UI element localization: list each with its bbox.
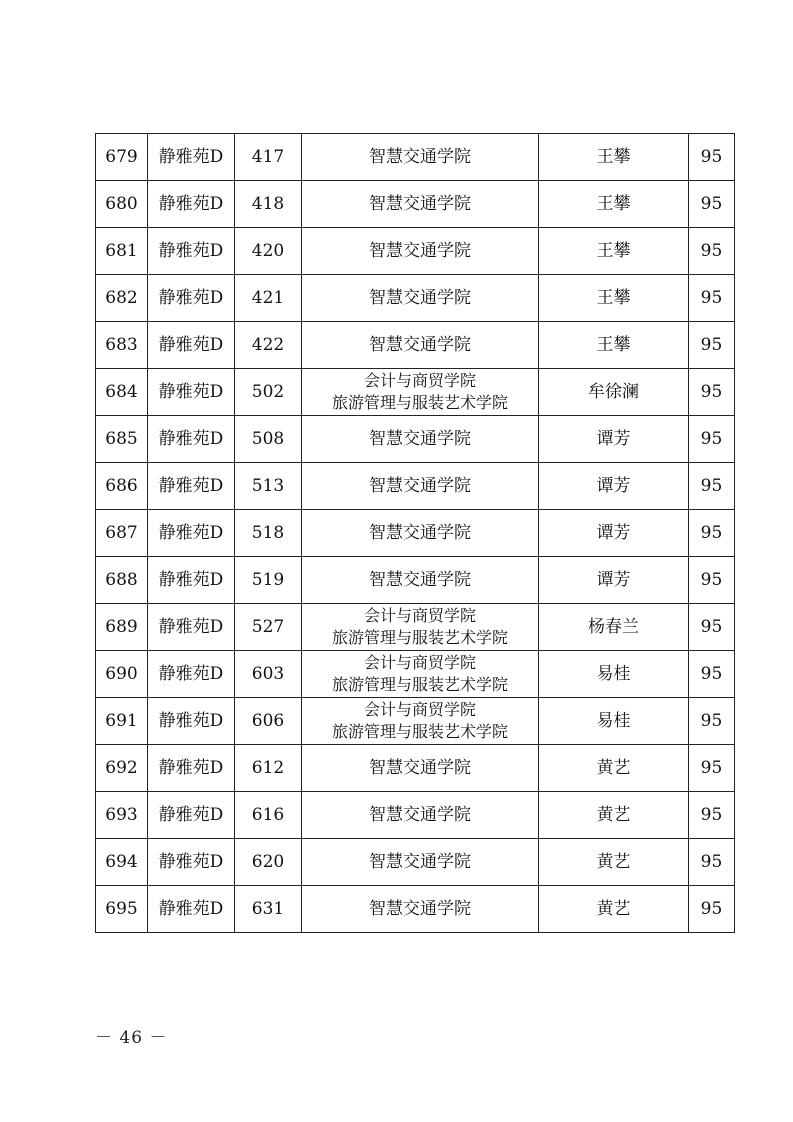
college-cell xyxy=(302,557,539,604)
room-number-cell: 420 xyxy=(235,228,302,275)
dorm-inspection-table xyxy=(95,133,735,933)
table-row xyxy=(96,181,735,228)
college-name: 旅游管理与服装艺术学院 xyxy=(331,628,508,647)
college-name: 会计与商贸学院 xyxy=(363,371,476,390)
score-cell: 95 xyxy=(689,886,735,933)
table-row xyxy=(96,416,735,463)
room-number-cell: 519 xyxy=(235,557,302,604)
building-cell: 静雅苑D xyxy=(148,369,235,416)
row-number-cell: 683 xyxy=(96,322,148,369)
college-name: 智慧交通学院 xyxy=(369,241,471,261)
building-cell: 静雅苑D xyxy=(148,275,235,322)
table-row xyxy=(96,745,735,792)
college-name: 智慧交通学院 xyxy=(369,570,471,590)
row-number-cell: 694 xyxy=(96,839,148,886)
building-cell: 静雅苑D xyxy=(148,651,235,698)
tutor-cell: 谭芳 xyxy=(539,510,689,557)
building-cell: 静雅苑D xyxy=(148,463,235,510)
table-row xyxy=(96,557,735,604)
building-cell: 静雅苑D xyxy=(148,745,235,792)
college-name: 会计与商贸学院 xyxy=(363,653,476,672)
score-cell: 95 xyxy=(689,322,735,369)
building-cell: 静雅苑D xyxy=(148,322,235,369)
college-cell xyxy=(302,369,539,416)
table-row xyxy=(96,698,735,745)
college-name: 智慧交通学院 xyxy=(369,852,471,872)
table-row xyxy=(96,886,735,933)
row-number-cell: 687 xyxy=(96,510,148,557)
college-cell xyxy=(302,792,539,839)
building-cell: 静雅苑D xyxy=(148,886,235,933)
college-name: 智慧交通学院 xyxy=(369,335,471,355)
room-number-cell: 616 xyxy=(235,792,302,839)
room-number-cell: 508 xyxy=(235,416,302,463)
row-number-cell: 679 xyxy=(96,134,148,181)
tutor-cell: 杨春兰 xyxy=(539,604,689,651)
college-name: 智慧交通学院 xyxy=(369,758,471,778)
tutor-cell: 黄艺 xyxy=(539,792,689,839)
college-name: 智慧交通学院 xyxy=(369,194,471,214)
college-cell xyxy=(302,839,539,886)
score-cell: 95 xyxy=(689,839,735,886)
building-cell: 静雅苑D xyxy=(148,604,235,651)
college-name: 智慧交通学院 xyxy=(369,523,471,543)
table-row xyxy=(96,228,735,275)
score-cell: 95 xyxy=(689,416,735,463)
college-cell xyxy=(302,416,539,463)
building-cell: 静雅苑D xyxy=(148,181,235,228)
college-cell xyxy=(302,463,539,510)
table-row xyxy=(96,604,735,651)
room-number-cell: 418 xyxy=(235,181,302,228)
college-cell xyxy=(302,275,539,322)
room-number-cell: 502 xyxy=(235,369,302,416)
row-number-cell: 684 xyxy=(96,369,148,416)
college-name: 智慧交通学院 xyxy=(369,288,471,308)
college-name: 智慧交通学院 xyxy=(369,147,471,167)
college-name: 旅游管理与服装艺术学院 xyxy=(331,722,508,741)
tutor-cell: 谭芳 xyxy=(539,463,689,510)
room-number-cell: 518 xyxy=(235,510,302,557)
tutor-cell: 谭芳 xyxy=(539,557,689,604)
room-number-cell: 606 xyxy=(235,698,302,745)
college-cell xyxy=(302,745,539,792)
score-cell: 95 xyxy=(689,604,735,651)
score-cell: 95 xyxy=(689,228,735,275)
room-number-cell: 527 xyxy=(235,604,302,651)
building-cell: 静雅苑D xyxy=(148,228,235,275)
room-number-cell: 422 xyxy=(235,322,302,369)
college-cell xyxy=(302,228,539,275)
page-number: － 46 － xyxy=(95,1028,168,1048)
college-cell xyxy=(302,322,539,369)
row-number-cell: 685 xyxy=(96,416,148,463)
tutor-cell: 黄艺 xyxy=(539,839,689,886)
row-number-cell: 688 xyxy=(96,557,148,604)
college-cell xyxy=(302,886,539,933)
college-name: 旅游管理与服装艺术学院 xyxy=(331,675,508,694)
table-row xyxy=(96,463,735,510)
table-row xyxy=(96,322,735,369)
row-number-cell: 690 xyxy=(96,651,148,698)
room-number-cell: 513 xyxy=(235,463,302,510)
college-name: 智慧交通学院 xyxy=(369,805,471,825)
building-cell: 静雅苑D xyxy=(148,839,235,886)
row-number-cell: 682 xyxy=(96,275,148,322)
tutor-cell: 谭芳 xyxy=(539,416,689,463)
building-cell: 静雅苑D xyxy=(148,698,235,745)
table-body xyxy=(96,134,735,933)
row-number-cell: 691 xyxy=(96,698,148,745)
tutor-cell: 黄艺 xyxy=(539,886,689,933)
building-cell: 静雅苑D xyxy=(148,557,235,604)
table-row xyxy=(96,839,735,886)
score-cell: 95 xyxy=(689,557,735,604)
college-cell xyxy=(302,604,539,651)
score-cell: 95 xyxy=(689,651,735,698)
tutor-cell: 王攀 xyxy=(539,134,689,181)
score-cell: 95 xyxy=(689,134,735,181)
score-cell: 95 xyxy=(689,698,735,745)
tutor-cell: 王攀 xyxy=(539,181,689,228)
table-row xyxy=(96,651,735,698)
tutor-cell: 黄艺 xyxy=(539,745,689,792)
college-name: 旅游管理与服装艺术学院 xyxy=(331,393,508,412)
college-cell xyxy=(302,181,539,228)
building-cell: 静雅苑D xyxy=(148,510,235,557)
college-cell xyxy=(302,651,539,698)
college-name: 会计与商贸学院 xyxy=(363,700,476,719)
college-name: 智慧交通学院 xyxy=(369,899,471,919)
table-row xyxy=(96,134,735,181)
tutor-cell: 王攀 xyxy=(539,275,689,322)
room-number-cell: 417 xyxy=(235,134,302,181)
row-number-cell: 692 xyxy=(96,745,148,792)
tutor-cell: 易桂 xyxy=(539,698,689,745)
row-number-cell: 693 xyxy=(96,792,148,839)
room-number-cell: 612 xyxy=(235,745,302,792)
building-cell: 静雅苑D xyxy=(148,792,235,839)
table-row xyxy=(96,510,735,557)
college-cell xyxy=(302,698,539,745)
score-cell: 95 xyxy=(689,463,735,510)
score-cell: 95 xyxy=(689,369,735,416)
score-cell: 95 xyxy=(689,745,735,792)
tutor-cell: 牟徐澜 xyxy=(539,369,689,416)
room-number-cell: 603 xyxy=(235,651,302,698)
college-cell xyxy=(302,510,539,557)
building-cell: 静雅苑D xyxy=(148,134,235,181)
tutor-cell: 易桂 xyxy=(539,651,689,698)
tutor-cell: 王攀 xyxy=(539,322,689,369)
table-row xyxy=(96,369,735,416)
table-row xyxy=(96,275,735,322)
college-name: 智慧交通学院 xyxy=(369,476,471,496)
college-name: 智慧交通学院 xyxy=(369,429,471,449)
score-cell: 95 xyxy=(689,510,735,557)
table-row xyxy=(96,792,735,839)
college-cell xyxy=(302,134,539,181)
row-number-cell: 680 xyxy=(96,181,148,228)
room-number-cell: 631 xyxy=(235,886,302,933)
row-number-cell: 686 xyxy=(96,463,148,510)
room-number-cell: 421 xyxy=(235,275,302,322)
college-name: 会计与商贸学院 xyxy=(363,606,476,625)
building-cell: 静雅苑D xyxy=(148,416,235,463)
score-cell: 95 xyxy=(689,792,735,839)
row-number-cell: 695 xyxy=(96,886,148,933)
row-number-cell: 681 xyxy=(96,228,148,275)
score-cell: 95 xyxy=(689,275,735,322)
row-number-cell: 689 xyxy=(96,604,148,651)
score-cell: 95 xyxy=(689,181,735,228)
room-number-cell: 620 xyxy=(235,839,302,886)
tutor-cell: 王攀 xyxy=(539,228,689,275)
